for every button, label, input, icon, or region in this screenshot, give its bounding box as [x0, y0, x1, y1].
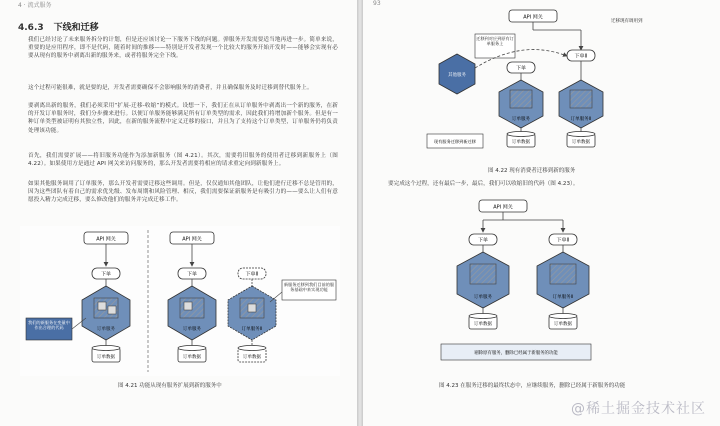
- note-top2-text: 迁移现有调用到: [611, 19, 643, 24]
- order-service-label-2: 订单服务: [183, 327, 201, 332]
- left-page: [0, 0, 357, 426]
- new-order-service-423-label: 订单服务II: [552, 295, 574, 300]
- order-db-423-label: 订单数据: [474, 322, 492, 327]
- left-page-header: 4 · 流式服务: [18, 2, 52, 9]
- paragraph: 首先，我们需要扩展——将旧服务功能作为添加新服务（图 4.21）。其次，需要将旧服务的使用者迁移到新服务上（图 4.22）。如果使用方是通过 API 网关来访问服务的，那么开发者需要将相应的请求重定向到新服务上。: [28, 153, 338, 168]
- node-order-422-label: 下单: [515, 65, 527, 72]
- section-title: 下线和迁移: [53, 23, 99, 33]
- order-service-422-label: 订单服务: [512, 117, 530, 122]
- new-order-db-422-label: 订单数据: [572, 140, 590, 145]
- api-gateway-label: API 网关: [96, 236, 116, 243]
- paragraph: 要剥离出新的服务，我们必须采用“扩展-迁移-收缩”的模式。设想一下，我们正在从订单服务中剥离出一个新的服务，在新的开发订单服务时，我们分步骤来进行。以便订单服务能够满足所有订单类型的需求，因此我们将增加新个服务。但是有一种订单类型被证明有其独立性，因此，在新的服务流程中定义迁移的接口，并且为了支持这个订单类型，订单服务仍将负责处理该功能。: [28, 103, 338, 134]
- consumer-label: 其他服务: [448, 73, 466, 78]
- order-db-label: 订单数据: [97, 355, 115, 360]
- api-gateway-label-3: API 网关: [523, 14, 543, 21]
- order-service-label: 订单服务: [97, 327, 115, 332]
- figure-caption-423: 图 4.23 在服务迁移的最终状态中，应继续服务，删除已经属于新服务的功能: [439, 383, 626, 389]
- figure-4-23: [433, 196, 653, 376]
- note-bottom-text: 现有服务迁移到新迁移: [434, 139, 476, 144]
- note-423-text: 剔除原有服务，删除已经属于新服务的功能: [474, 351, 558, 356]
- figure-caption-422: 图 4.22 现有消费者迁移到新的服务: [488, 168, 576, 174]
- note-top-text: 迁移到对应到原有订单服务上: [476, 36, 514, 47]
- paragraph-right: 要完成这个过程，还有最后一步，最后，我们可以收缩旧的代码（图 4.23）。: [388, 181, 579, 187]
- paragraph: 这个过程可能很难，就是要的是，开发者需要确保不会影响服务的消费者，并且确保服务及时迁移到替代服务上。: [28, 85, 313, 91]
- order-node-label: 下单: [100, 271, 112, 278]
- figure-4-21: [20, 226, 340, 376]
- right-page-number: 93: [373, 0, 381, 7]
- section-number: 4.6.3: [18, 23, 44, 33]
- order-node-label-2: 下单: [186, 271, 198, 278]
- note-left-text: 我们的新服务在变量中作出合理的代码: [28, 320, 70, 331]
- note-right-text: 新服务迁移到我们目前的服务基础中来实现功能: [283, 282, 335, 293]
- section-heading: [18, 20, 99, 33]
- new-order-db-423-label: 订单数据: [554, 322, 572, 327]
- new-order-service-label: 订单服务II: [241, 327, 263, 332]
- order-service-423-label: 订单服务: [474, 295, 492, 300]
- new-order-node-label: 下单II: [245, 271, 259, 278]
- api-gateway-label-4: API 网关: [493, 204, 513, 211]
- figure-4-22: [421, 6, 681, 162]
- watermark: @稀土掘金技术社区: [571, 401, 706, 417]
- node-order-423-label: 下单: [477, 237, 489, 244]
- node-new-order-422-label: 下单II: [574, 53, 588, 60]
- paragraph: 我们已经讨论了未来服务拆分的计划，但是还应该讨论一下服务下线的问题。弹服务开发需要适当地再进一步。简单来说，重要的是应用程序，即不是代码，随着时间的推移——特别是开发者发现一个比较大的服务开始开发时——能够会实现有必要从现有的服务中剥离出新的服务来，或者将服务完全下线。: [28, 37, 338, 60]
- new-order-db-label: 订单数据: [243, 355, 261, 360]
- order-db-422-label: 订单数据: [512, 140, 530, 145]
- paragraph: 如果其他服务调用了订单服务，那么开发者需要迁移这些调用。但是，仅仅通知其他团队，让他们进行迁移不总是管用的，因为这些团队有着自己的需求优先级、发布周期和风险管理、相反，我们需要保证新服务是有吸引力的——要么让人们有意愿投入精力完成迁移，要么修改他们的服务并完成迁移工作。: [28, 181, 338, 204]
- right-page: [363, 0, 720, 426]
- new-order-service-422-label: 订单服务II: [570, 117, 592, 122]
- api-gateway-label-2: API 网关: [182, 236, 202, 243]
- node-new-order-423-label: 下单II: [556, 237, 570, 244]
- order-db-label-2: 订单数据: [183, 355, 201, 360]
- figure-caption: 图 4.21 功能从现有服务扩展到新的服务中: [118, 383, 222, 389]
